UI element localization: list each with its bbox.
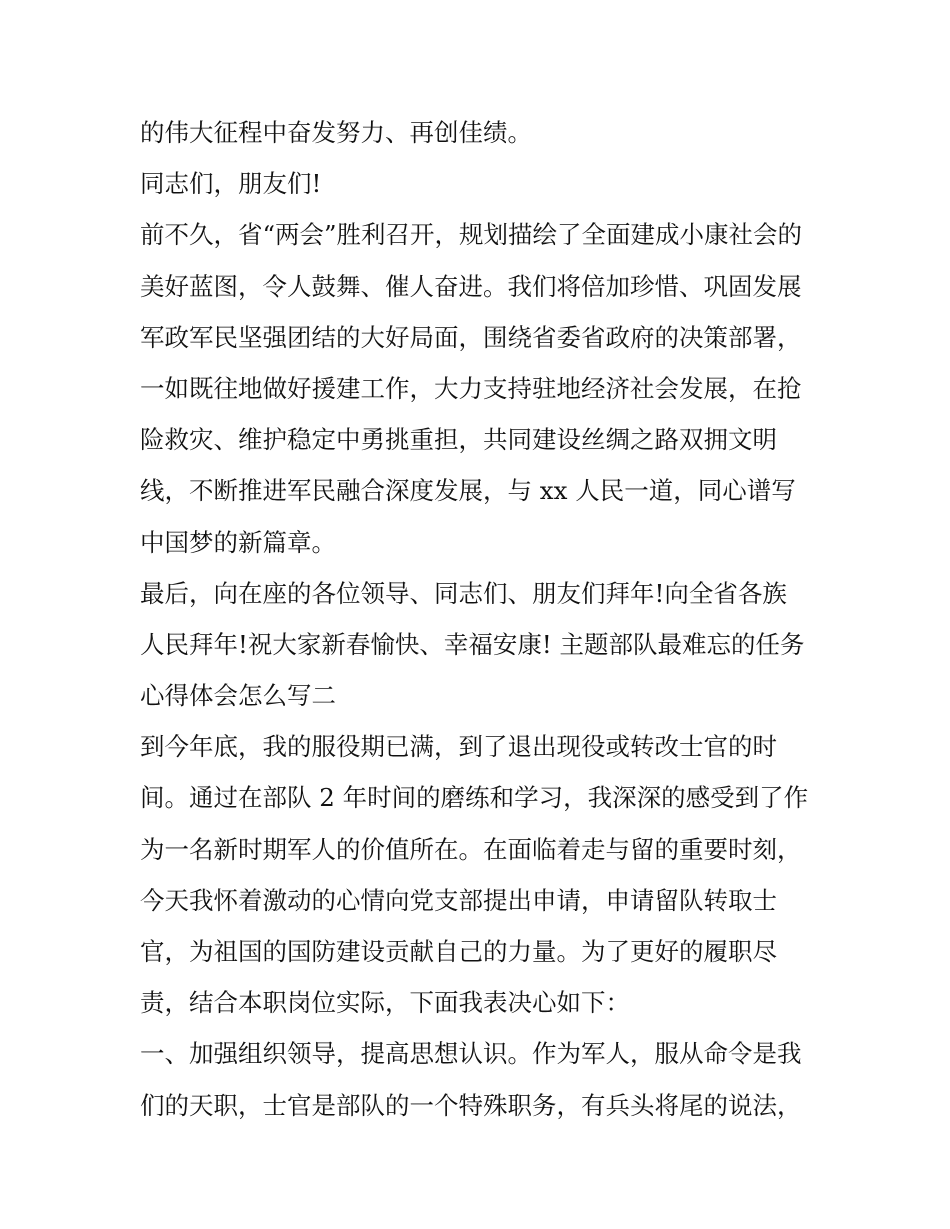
text-line: 的伟大征程中奋发努力、再创佳绩。 bbox=[140, 118, 532, 147]
text-line: 中国梦的新篇章。 bbox=[140, 527, 336, 557]
text-line: 到今年底，我的服役期已满，到了退出现役或转改士官的时 bbox=[140, 732, 777, 762]
text-line: 今天我怀着激动的心情向党支部提出申请，申请留队转取士 bbox=[140, 885, 777, 915]
text-line: 为一名新时期军人的价值所在。在面临着走与留的重要时刻， bbox=[140, 834, 802, 864]
text-line: 险救灾、维护稳定中勇挑重担，共同建设丝绸之路双拥文明 bbox=[140, 425, 777, 455]
text-line: 间。通过在部队 2 年时间的磨练和学习，我深深的感受到了作 bbox=[140, 783, 809, 813]
text-line: 最后，向在座的各位领导、同志们、朋友们拜年!向全省各族 bbox=[140, 578, 787, 608]
text-line: 一如既往地做好援建工作，大力支持驻地经济社会发展，在抢 bbox=[140, 373, 802, 403]
text-line: 线，不断推进军民融合深度发展，与 xx 人民一道，同心谱写 bbox=[140, 476, 796, 506]
text-line: 心得体会怎么写二 bbox=[140, 681, 336, 711]
text-line: 人民拜年!祝大家新春愉快、幸福安康! 主题部队最难忘的任务 bbox=[140, 629, 805, 659]
text-line: 军政军民坚强团结的大好局面，围绕省委省政府的决策部署， bbox=[140, 322, 802, 352]
text-line: 同志们，朋友们! bbox=[140, 169, 322, 199]
text-line: 一、加强组织领导，提高思想认识。作为军人，服从命令是我 bbox=[140, 1039, 802, 1069]
text-line: 前不久，省“两会”胜利召开，规划描绘了全面建成小康社会的 bbox=[140, 220, 803, 250]
text-line: 官，为祖国的国防建设贡献自己的力量。为了更好的履职尽 bbox=[140, 937, 777, 966]
document-body bbox=[140, 107, 820, 1131]
text-line: 责，结合本职岗位实际，下面我表决心如下： bbox=[140, 988, 630, 1018]
text-line: 美好蓝图，令人鼓舞、催人奋进。我们将倍加珍惜、巩固发展 bbox=[140, 271, 802, 301]
text-line: 们的天职，士官是部队的一个特殊职务，有兵头将尾的说法， bbox=[140, 1090, 802, 1120]
